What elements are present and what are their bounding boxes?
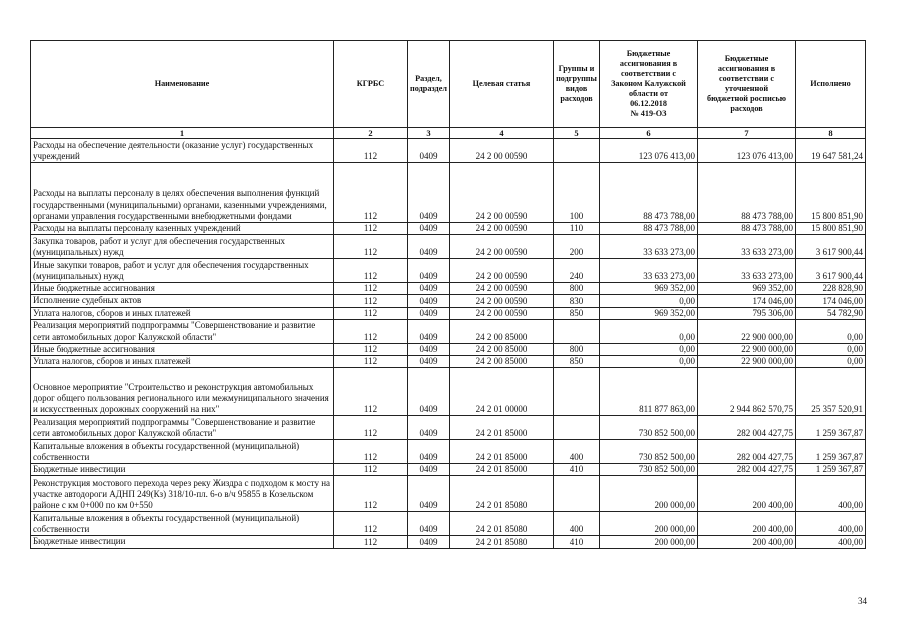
column-header: Группы и подгруппы видов расходов — [554, 41, 600, 128]
target-article-cell: 24 2 00 00590 — [450, 259, 554, 283]
row-name: Основное мероприятие "Строительство и реконструкция автомобильных дорог общего пользования регионального или межмуниципального значения и искусственных дорожных сооружений на них" — [31, 368, 334, 416]
column-header: Наименование — [31, 41, 334, 128]
refined-allocation-cell: 200 400,00 — [698, 536, 796, 548]
executed-cell: 0,00 — [796, 356, 866, 368]
kgrbs-cell: 112 — [334, 223, 408, 235]
table-row — [31, 416, 866, 440]
kgrbs-cell: 112 — [334, 416, 408, 440]
column-header: Целевая статья — [450, 41, 554, 128]
section-cell: 0409 — [408, 235, 450, 259]
kgrbs-cell: 112 — [334, 368, 408, 416]
law-allocation-cell: 0,00 — [600, 343, 698, 355]
expense-group-cell: 100 — [554, 163, 600, 223]
kgrbs-cell: 112 — [334, 476, 408, 512]
executed-cell: 1 259 367,87 — [796, 464, 866, 476]
kgrbs-cell: 112 — [334, 259, 408, 283]
target-article-cell: 24 2 00 00590 — [450, 307, 554, 319]
expense-group-cell: 850 — [554, 356, 600, 368]
executed-cell: 15 800 851,90 — [796, 163, 866, 223]
kgrbs-cell: 112 — [334, 356, 408, 368]
section-cell: 0409 — [408, 368, 450, 416]
law-allocation-cell: 33 633 273,00 — [600, 235, 698, 259]
table-row — [31, 259, 866, 283]
row-name: Иные закупки товаров, работ и услуг для обеспечения государственных (муниципальных) нужд — [31, 259, 334, 283]
row-name: Капитальные вложения в объекты государственной (муниципальной) собственности — [31, 440, 334, 464]
target-article-cell: 24 2 01 85000 — [450, 464, 554, 476]
kgrbs-cell: 112 — [334, 536, 408, 548]
refined-allocation-cell: 22 900 000,00 — [698, 356, 796, 368]
refined-allocation-cell: 88 473 788,00 — [698, 223, 796, 235]
table-row — [31, 536, 866, 548]
column-header: Бюджетные ассигнования в соответствии с уточненной бюджетной росписью расходов — [698, 41, 796, 128]
table-row — [31, 368, 866, 416]
kgrbs-cell: 112 — [334, 343, 408, 355]
executed-cell: 15 800 851,90 — [796, 223, 866, 235]
target-article-cell: 24 2 00 85000 — [450, 343, 554, 355]
expense-group-cell: 240 — [554, 259, 600, 283]
row-name: Закупка товаров, работ и услуг для обеспечения государственных (муниципальных) нужд — [31, 235, 334, 259]
executed-cell: 0,00 — [796, 319, 866, 343]
column-number: 2 — [334, 128, 408, 139]
law-allocation-cell: 0,00 — [600, 319, 698, 343]
law-allocation-cell: 730 852 500,00 — [600, 464, 698, 476]
kgrbs-cell: 112 — [334, 319, 408, 343]
section-cell: 0409 — [408, 343, 450, 355]
executed-cell: 19 647 581,24 — [796, 139, 866, 163]
page-number: 34 — [858, 596, 867, 606]
table-row — [31, 307, 866, 319]
executed-cell: 400,00 — [796, 476, 866, 512]
executed-cell: 3 617 900,44 — [796, 259, 866, 283]
table-body — [31, 139, 866, 549]
column-header: Раздел, подраздел — [408, 41, 450, 128]
law-allocation-cell: 200 000,00 — [600, 512, 698, 536]
expense-group-cell: 400 — [554, 440, 600, 464]
target-article-cell: 24 2 00 00590 — [450, 139, 554, 163]
column-header: Бюджетные ассигнования в соответствии с Законом Калужской области от 06.12.2018 № 419-ОЗ — [600, 41, 698, 128]
expense-group-cell: 410 — [554, 464, 600, 476]
law-allocation-cell: 123 076 413,00 — [600, 139, 698, 163]
table-row — [31, 440, 866, 464]
section-cell: 0409 — [408, 259, 450, 283]
section-cell: 0409 — [408, 464, 450, 476]
executed-cell: 54 782,90 — [796, 307, 866, 319]
row-name: Исполнение судебных актов — [31, 295, 334, 307]
section-cell: 0409 — [408, 139, 450, 163]
target-article-cell: 24 2 01 85000 — [450, 416, 554, 440]
row-name: Бюджетные инвестиции — [31, 536, 334, 548]
expense-group-cell: 200 — [554, 235, 600, 259]
column-number: 8 — [796, 128, 866, 139]
row-name: Расходы на выплаты персоналу казенных учреждений — [31, 223, 334, 235]
column-number-row — [31, 128, 866, 139]
kgrbs-cell: 112 — [334, 512, 408, 536]
section-cell: 0409 — [408, 319, 450, 343]
table-header-row — [31, 41, 866, 128]
table-row — [31, 512, 866, 536]
section-cell: 0409 — [408, 295, 450, 307]
kgrbs-cell: 112 — [334, 163, 408, 223]
law-allocation-cell: 730 852 500,00 — [600, 416, 698, 440]
row-name: Уплата налогов, сборов и иных платежей — [31, 307, 334, 319]
kgrbs-cell: 112 — [334, 295, 408, 307]
refined-allocation-cell: 22 900 000,00 — [698, 343, 796, 355]
target-article-cell: 24 2 00 85000 — [450, 319, 554, 343]
target-article-cell: 24 2 00 00590 — [450, 295, 554, 307]
target-article-cell: 24 2 00 00590 — [450, 283, 554, 295]
refined-allocation-cell: 200 400,00 — [698, 512, 796, 536]
law-allocation-cell: 0,00 — [600, 356, 698, 368]
kgrbs-cell: 112 — [334, 440, 408, 464]
executed-cell: 0,00 — [796, 343, 866, 355]
kgrbs-cell: 112 — [334, 139, 408, 163]
expense-group-cell — [554, 368, 600, 416]
law-allocation-cell: 811 877 863,00 — [600, 368, 698, 416]
table-row — [31, 295, 866, 307]
column-number: 6 — [600, 128, 698, 139]
law-allocation-cell: 730 852 500,00 — [600, 440, 698, 464]
section-cell: 0409 — [408, 440, 450, 464]
refined-allocation-cell: 22 900 000,00 — [698, 319, 796, 343]
kgrbs-cell: 112 — [334, 283, 408, 295]
target-article-cell: 24 2 00 00590 — [450, 163, 554, 223]
section-cell: 0409 — [408, 416, 450, 440]
column-number: 1 — [31, 128, 334, 139]
executed-cell: 228 828,90 — [796, 283, 866, 295]
refined-allocation-cell: 33 633 273,00 — [698, 235, 796, 259]
table-row — [31, 283, 866, 295]
expense-group-cell: 800 — [554, 343, 600, 355]
section-cell: 0409 — [408, 476, 450, 512]
executed-cell: 1 259 367,87 — [796, 416, 866, 440]
section-cell: 0409 — [408, 163, 450, 223]
row-name: Реконструкция мостового перехода через реку Жиздра с подходом к мосту на участке автодороги АДНП 249(Кз) 318/10-пл. 6-о в/ч 95855 в Козельском районе с км 0+000 по км 0+550 — [31, 476, 334, 512]
table-row — [31, 356, 866, 368]
table-row — [31, 343, 866, 355]
expense-group-cell: 830 — [554, 295, 600, 307]
refined-allocation-cell: 174 046,00 — [698, 295, 796, 307]
section-cell: 0409 — [408, 512, 450, 536]
row-name: Бюджетные инвестиции — [31, 464, 334, 476]
section-cell: 0409 — [408, 536, 450, 548]
row-name: Реализация мероприятий подпрограммы "Совершенствование и развитие сети автомобильных дорог Калужской области" — [31, 416, 334, 440]
law-allocation-cell: 33 633 273,00 — [600, 259, 698, 283]
kgrbs-cell: 112 — [334, 235, 408, 259]
expense-group-cell: 400 — [554, 512, 600, 536]
row-name: Реализация мероприятий подпрограммы "Совершенствование и развитие сети автомобильных дорог Калужской области" — [31, 319, 334, 343]
table-row — [31, 476, 866, 512]
expense-group-cell: 410 — [554, 536, 600, 548]
table-row — [31, 319, 866, 343]
expense-group-cell — [554, 139, 600, 163]
column-number: 5 — [554, 128, 600, 139]
law-allocation-cell: 88 473 788,00 — [600, 223, 698, 235]
table-row — [31, 139, 866, 163]
refined-allocation-cell: 969 352,00 — [698, 283, 796, 295]
target-article-cell: 24 2 00 00590 — [450, 235, 554, 259]
refined-allocation-cell: 200 400,00 — [698, 476, 796, 512]
refined-allocation-cell: 795 306,00 — [698, 307, 796, 319]
law-allocation-cell: 200 000,00 — [600, 536, 698, 548]
row-name: Уплата налогов, сборов и иных платежей — [31, 356, 334, 368]
target-article-cell: 24 2 00 85000 — [450, 356, 554, 368]
refined-allocation-cell: 33 633 273,00 — [698, 259, 796, 283]
section-cell: 0409 — [408, 223, 450, 235]
executed-cell: 174 046,00 — [796, 295, 866, 307]
target-article-cell: 24 2 01 85080 — [450, 476, 554, 512]
row-name: Иные бюджетные ассигнования — [31, 283, 334, 295]
expense-group-cell: 110 — [554, 223, 600, 235]
column-header: КГРБС — [334, 41, 408, 128]
refined-allocation-cell: 282 004 427,75 — [698, 464, 796, 476]
executed-cell: 1 259 367,87 — [796, 440, 866, 464]
column-number: 3 — [408, 128, 450, 139]
column-header: Исполнено — [796, 41, 866, 128]
column-number: 4 — [450, 128, 554, 139]
executed-cell: 400,00 — [796, 512, 866, 536]
expense-group-cell — [554, 319, 600, 343]
budget-table — [30, 40, 866, 549]
row-name: Капитальные вложения в объекты государственной (муниципальной) собственности — [31, 512, 334, 536]
expense-group-cell — [554, 416, 600, 440]
target-article-cell: 24 2 01 85080 — [450, 536, 554, 548]
law-allocation-cell: 0,00 — [600, 295, 698, 307]
table-row — [31, 235, 866, 259]
refined-allocation-cell: 123 076 413,00 — [698, 139, 796, 163]
column-number: 7 — [698, 128, 796, 139]
section-cell: 0409 — [408, 356, 450, 368]
expense-group-cell: 800 — [554, 283, 600, 295]
law-allocation-cell: 969 352,00 — [600, 307, 698, 319]
target-article-cell: 24 2 01 00000 — [450, 368, 554, 416]
table-row — [31, 464, 866, 476]
table-row — [31, 223, 866, 235]
target-article-cell: 24 2 00 00590 — [450, 223, 554, 235]
expense-group-cell: 850 — [554, 307, 600, 319]
kgrbs-cell: 112 — [334, 464, 408, 476]
executed-cell: 400,00 — [796, 536, 866, 548]
table-row — [31, 163, 866, 223]
expense-group-cell — [554, 476, 600, 512]
refined-allocation-cell: 282 004 427,75 — [698, 416, 796, 440]
refined-allocation-cell: 2 944 862 570,75 — [698, 368, 796, 416]
target-article-cell: 24 2 01 85080 — [450, 512, 554, 536]
section-cell: 0409 — [408, 283, 450, 295]
row-name: Расходы на выплаты персоналу в целях обеспечения выполнения функций государственными (муниципальными) органами, казенными учреждениями, органами управления государственными внебюджетными фондами — [31, 163, 334, 223]
law-allocation-cell: 88 473 788,00 — [600, 163, 698, 223]
row-name: Расходы на обеспечение деятельности (оказание услуг) государственных учреждений — [31, 139, 334, 163]
law-allocation-cell: 200 000,00 — [600, 476, 698, 512]
executed-cell: 25 357 520,91 — [796, 368, 866, 416]
kgrbs-cell: 112 — [334, 307, 408, 319]
refined-allocation-cell: 282 004 427,75 — [698, 440, 796, 464]
refined-allocation-cell: 88 473 788,00 — [698, 163, 796, 223]
row-name: Иные бюджетные ассигнования — [31, 343, 334, 355]
law-allocation-cell: 969 352,00 — [600, 283, 698, 295]
executed-cell: 3 617 900,44 — [796, 235, 866, 259]
target-article-cell: 24 2 01 85000 — [450, 440, 554, 464]
section-cell: 0409 — [408, 307, 450, 319]
